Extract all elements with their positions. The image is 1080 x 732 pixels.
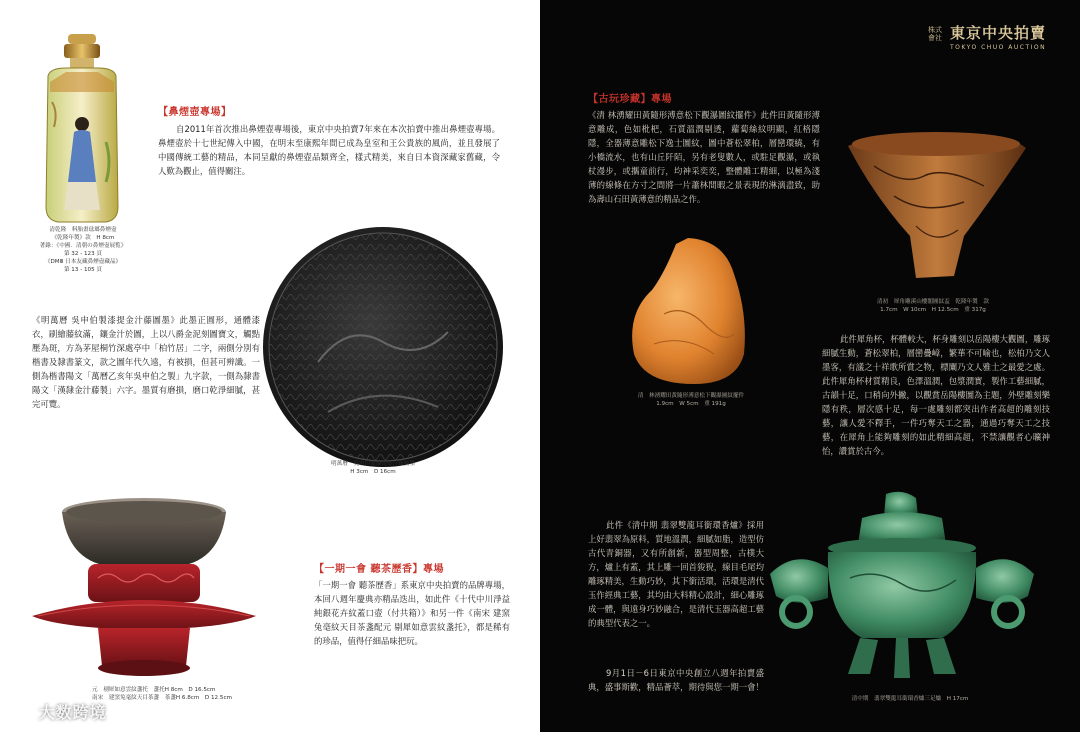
logo-subtitle: TOKYO CHUO AUCTION bbox=[950, 44, 1047, 51]
watermark bbox=[8, 700, 107, 723]
logo-kabushiki: 株式 會社 bbox=[928, 26, 942, 42]
tea-heading: 【一期一會 聽茶歷香】專場 bbox=[314, 564, 444, 575]
tea-bowl-caption: 元 剔犀如意雲紋盞托 盞托H 8cm D 16.5cm 南宋 建窯兔毫紋天目茶盞 茶盞H 6.8cm D 12.5cm bbox=[92, 687, 232, 701]
ink-cake-caption: 明萬曆 吳申伯製漆提金汁藤圖墨 H 3cm D 16cm bbox=[331, 461, 415, 475]
right-page bbox=[540, 0, 1080, 732]
auction-logo bbox=[928, 22, 1058, 56]
snuff-bottle-caption: 清乾隆 料胎畫琺瑯鼻煙壺 《乾隆年製》款 H 8cm 著錄：《中國．清朝の鼻煙壺展覧》 第 32 - 123 頁 《ⅮⅯⅢ 日本友藏鼻煙壺藏品》 第 13 - 105 頁 bbox=[39, 227, 127, 273]
watermark-logo-icon bbox=[8, 705, 28, 723]
watermark-text: 大数跨境 bbox=[38, 703, 107, 722]
rhino-cup-image bbox=[844, 126, 1030, 294]
logo-name: 東京中央拍賣 bbox=[950, 24, 1047, 42]
rhino-cup-body: 此件犀角杯，杯體較大，杯身雕刻以岳陽樓大觀圖，雕琢細膩生動，蒼松翠柏，層巒疊嶂，繁華不可喻也，松柏乃文人墨客，有議之十祥歌所賞之物，標闡乃文人雅士之最愛之處。此件犀角杯材質精良，色澤溫潤，包漿潤實，製作工藝細膩，古韻十足，口稍向外撇，以觀賞岳陽樓圖為主題，外壁雕刻樂隱有秩，層次感十足，每一處雕刻都突出作者高超的雕刻技藝，讓人愛不釋手，一件巧奪天工之器，通過巧奪天工之技藝，在犀角上能夠雕刻的如此精細高超，不禁讓觀者心曠神怡，讚賞於古今。 bbox=[822, 334, 1050, 456]
ink-cake-image bbox=[258, 222, 508, 472]
snuff-heading: 【鼻煙壺專場】 bbox=[158, 107, 232, 118]
tianhuang-caption: 清 林湧耀田黃隨形溥意松下觀瀑圖紋擺件 1.9cm W 5cm 重 191g bbox=[637, 393, 745, 407]
ink-cake-body: 《明萬曆 吳申伯製漆提金汁藤圖墨》此墨正圓形，通體漆衣，刷繪藤紋滿，鑲金汁於圖，上以八爵金泥刻圖寶文，觸點壓為斑，方為茅屋桐竹深處亭中「柏竹居」二字，兩側分別有楷書及隸書篆文，款之圖年代久遠，有被損，但甚可辨識。一側為楷書陽文「萬曆乙亥年吳申伯之製」九字款，一側為隸書陽文「漢隸金汁藤製」六字。墨質有磨損，磨口乾淨細膩，甚完可覽。 bbox=[32, 315, 260, 409]
snuff-body: 自2011年首次推出鼻煙壺專場後，東京中央拍賣7年來在本次拍賣中推出鼻煙壺專場。鼻煙壺於十七世紀傳入中國，在明末至康熙年間已成為皇室和王公貴族的風尚，並且發展了中國傳統工藝的精品，本同呈獻的鼻煙壺品類齊全，樣式精美，來自日本資深藏家舊藏，令人歎為觀止，值得關注。 bbox=[158, 124, 500, 176]
tianhuang-body: 《清 林湧耀田黃隨形溥意松下觀瀑圖紋擺件》此件田黃隨形溥意雕成，色如枇杷，石質溫潤剔透，蘿蔔絲紋明顯，紅格隱隱，全器薄意雕松下逸士圖紋，圖中蒼松翠柏，層巒環繞，有小橋流水，也有山丘阡陌，另有老叟數人，或駐足觀瀑，或執杖漫步，或攜童前行，均神采奕奕，整體雕工精細，以極為淺薄的線條在方寸之間將一片蕭林間暇之景表現的淋漓盡致，助為壽山石田黃薄意的精品之作。 bbox=[588, 110, 820, 204]
tea-bowl-image bbox=[28, 488, 260, 686]
jade-censer-caption: 清中期 翡翠雙龍耳銜環香爐三足爐 H 17cm bbox=[851, 696, 969, 702]
snuff-bottle-image bbox=[36, 32, 128, 232]
jade-censer-body: 此件《清中期 翡翠雙龍耳銜環香爐》採用上好翡翠為原料，質地溫潤，細膩如脂，造型仿古代青銅器，又有所創新，器型周整，古樸大方，爐上有蓋，其上雕一回首狻猊，線目毛尾均雕琢精美，生動巧妙，其下銜活環，活環是清代玉作經典工藝，其均由大料精心設計，細心雕琢成一體，與遠身巧妙融合，是清代玉器高超工藝的典型代表之一。 bbox=[588, 520, 764, 628]
tianhuang-stone-image bbox=[624, 234, 754, 388]
rhino-cup-caption: 清初 犀角雕溪山樓閣圖紋盃 乾隆年製 款 1.7cm W 10cm H 12.5cm 重 317g bbox=[877, 299, 989, 313]
tea-body: 「一期一會 聽茶歷香」系東京中央拍賣的品牌專場，本回八週年慶典亦精品迭出，如此件《十代中川淨益純銀花卉紋蓋口壺（付共箱）》和另一件《南宋 建窯兔毫紋天目茶盞配元 剔犀如意雲紋盞托》，都是稀有的珍品，值得仔細品味把玩。 bbox=[314, 580, 510, 646]
jade-censer-image bbox=[766, 488, 1038, 692]
auction-event-text: 9月1日－6日東京中央創立八週年拍賣盛典，盛事斯歡，精品薈萃，期待與您一期一會！ bbox=[588, 668, 764, 692]
curio-heading: 【古玩珍藏】專場 bbox=[588, 94, 672, 105]
